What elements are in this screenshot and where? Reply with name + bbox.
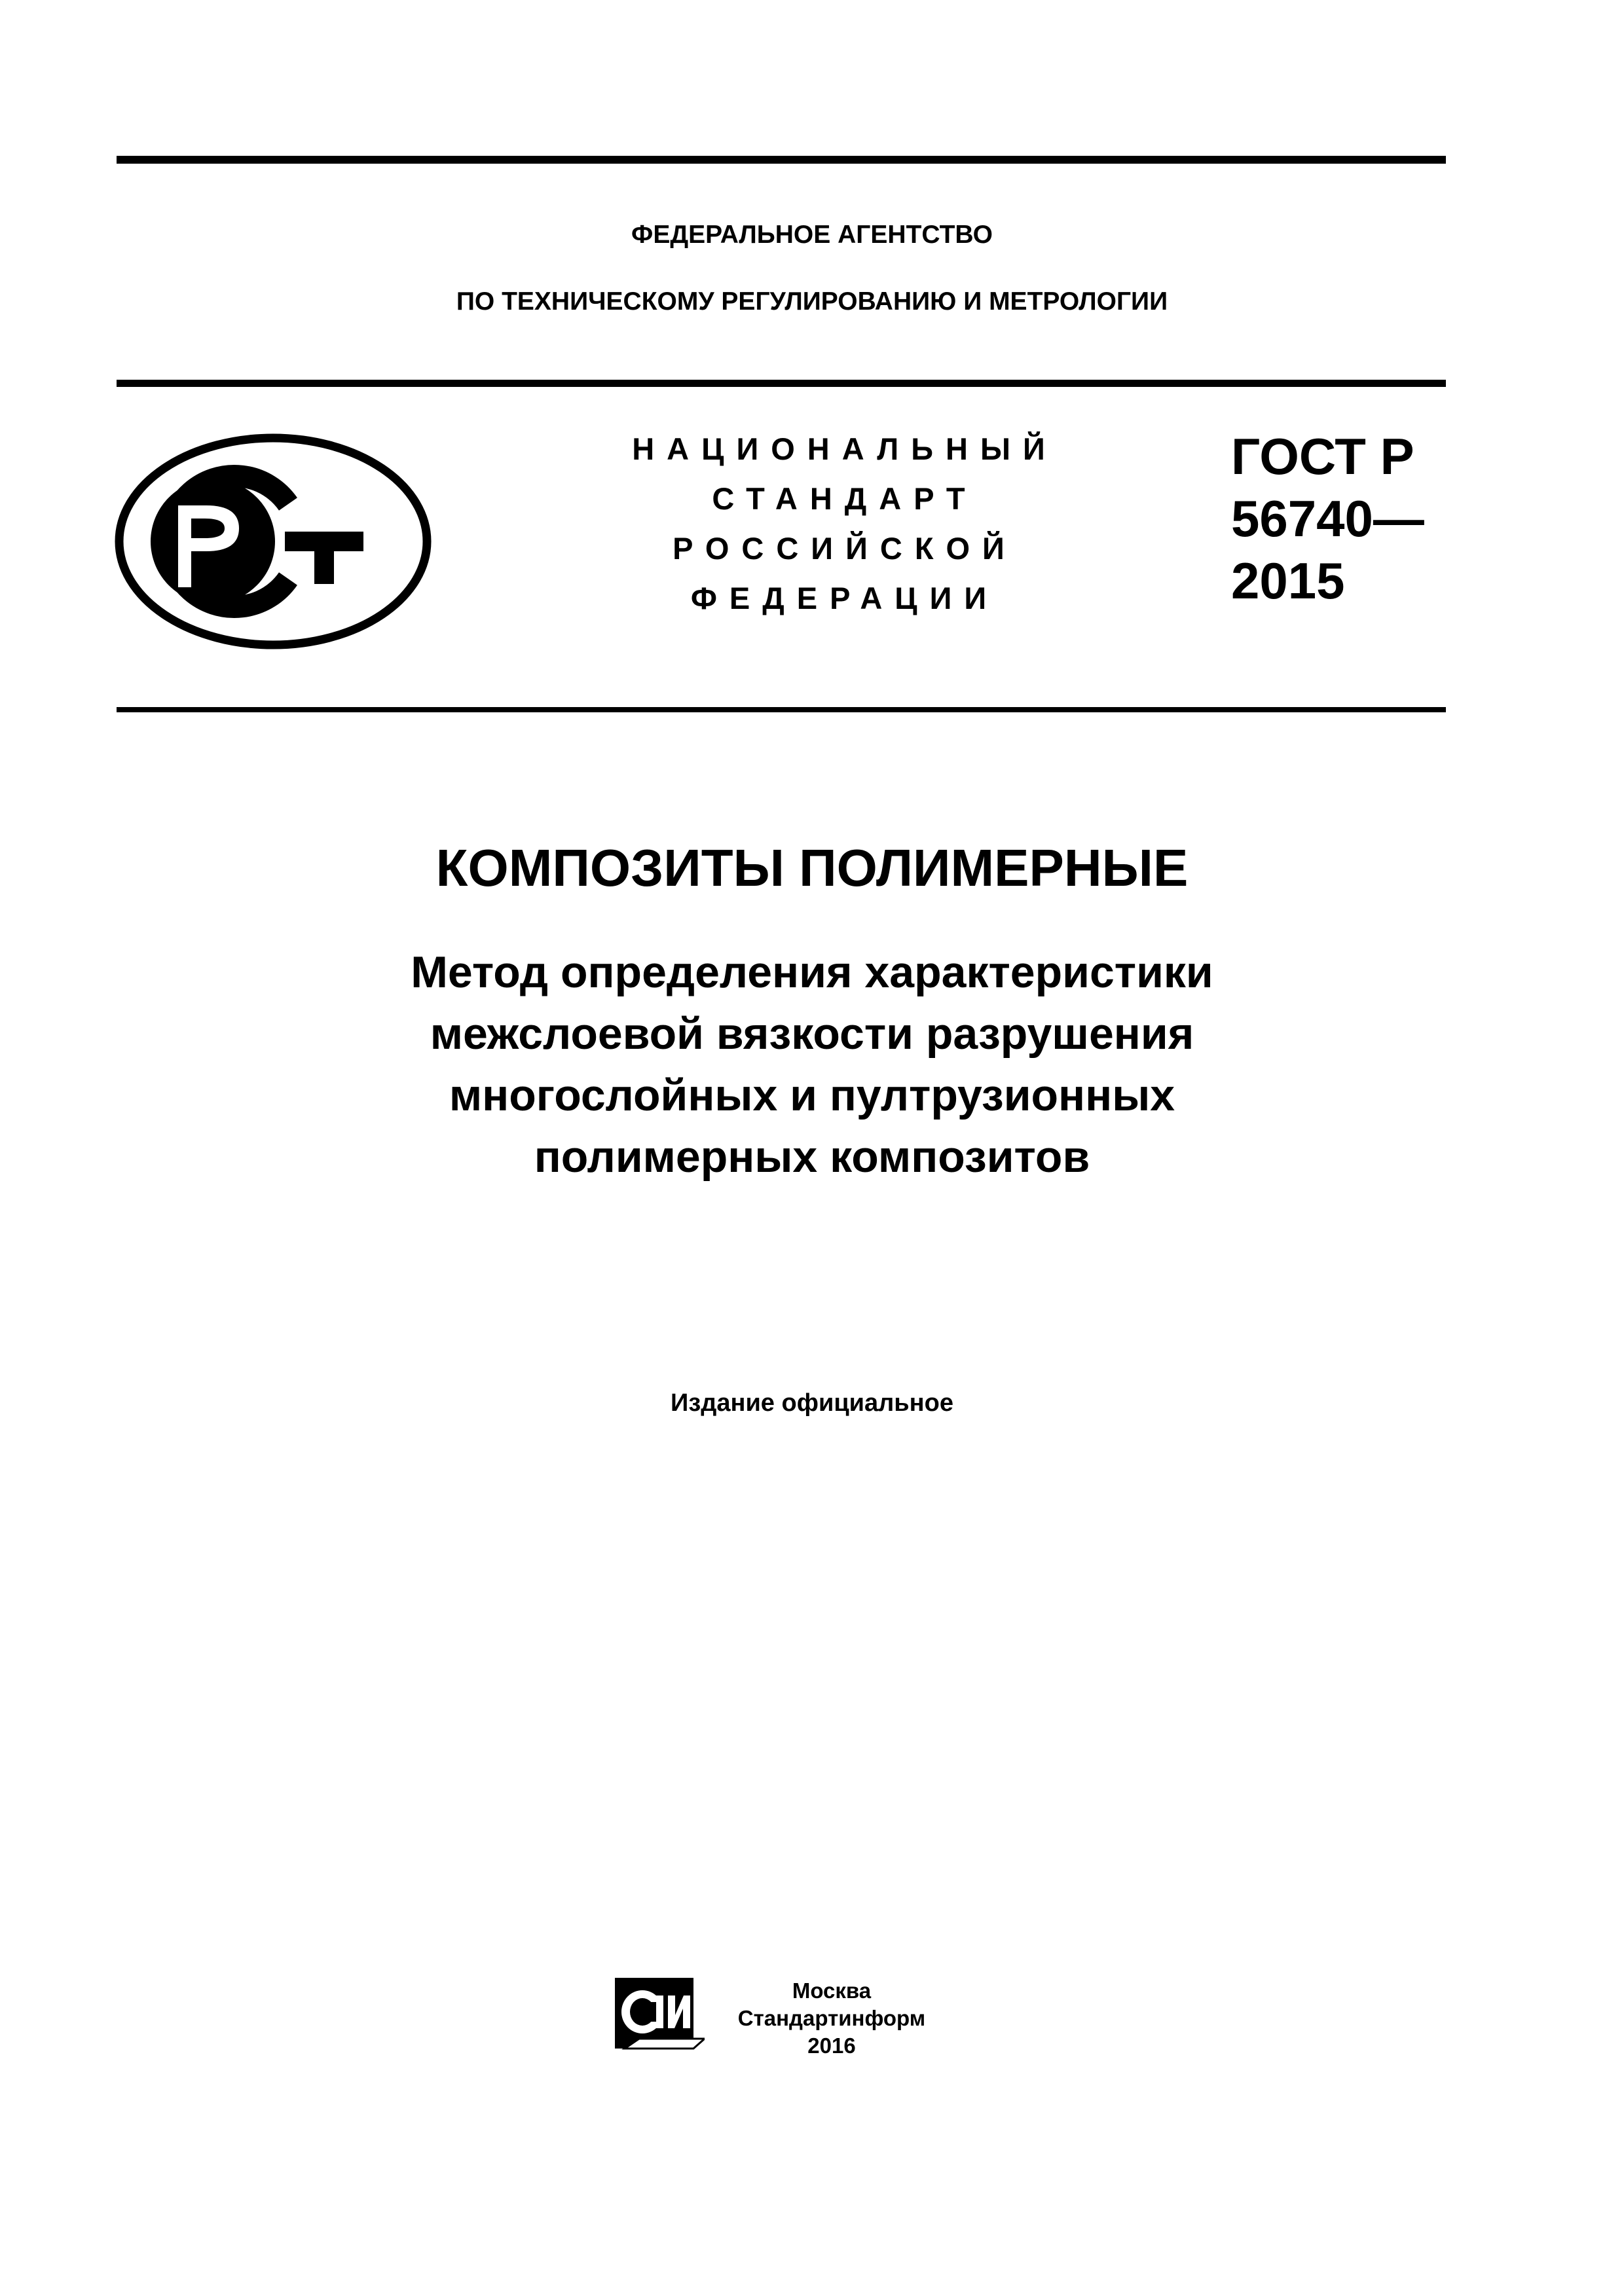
document-subtitle <box>0 941 1624 1188</box>
edition-label: Издание официальное <box>671 1389 953 1417</box>
document-title: КОМПОЗИТЫ ПОЛИМЕРНЫЕ <box>435 839 1189 897</box>
publisher-city: Москва <box>792 1978 872 2003</box>
standard-type-line: НАЦИОНАЛЬНЫЙ <box>632 431 1058 466</box>
agency-name-line-2: ПО ТЕХНИЧЕСКОМУ РЕГУЛИРОВАНИЮ И МЕТРОЛОГИИ <box>456 287 1168 316</box>
standard-type-line: ФЕДЕРАЦИИ <box>690 581 999 615</box>
subtitle-line: полимерных композитов <box>534 1132 1090 1182</box>
publisher-name: Стандартинформ <box>737 2006 926 2030</box>
agency-name-line-1: ФЕДЕРАЛЬНОЕ АГЕНТСТВО <box>631 221 993 249</box>
header-divider <box>117 380 1446 387</box>
subtitle-line: межслоевой вязкости разрушения <box>430 1009 1194 1059</box>
publisher-info <box>727 1977 936 2060</box>
standard-designation <box>1231 426 1424 612</box>
standard-type-line: РОССИЙСКОЙ <box>673 531 1017 566</box>
standard-type <box>570 424 1120 623</box>
publication-year: 2016 <box>807 2033 856 2058</box>
rst-certification-mark-icon <box>115 433 432 649</box>
subtitle-line: Метод определения характеристики <box>411 947 1213 997</box>
designation-line-2: 56740— <box>1231 490 1424 547</box>
standard-type-line: СТАНДАРТ <box>712 481 978 516</box>
standartinform-logo-icon <box>613 1976 705 2053</box>
designation-line-3: 2015 <box>1231 552 1345 610</box>
designation-line-1: ГОСТ Р <box>1231 428 1414 485</box>
subtitle-line: многослойных и пултрузионных <box>449 1070 1175 1120</box>
title-divider <box>117 707 1446 712</box>
top-divider <box>117 156 1446 164</box>
